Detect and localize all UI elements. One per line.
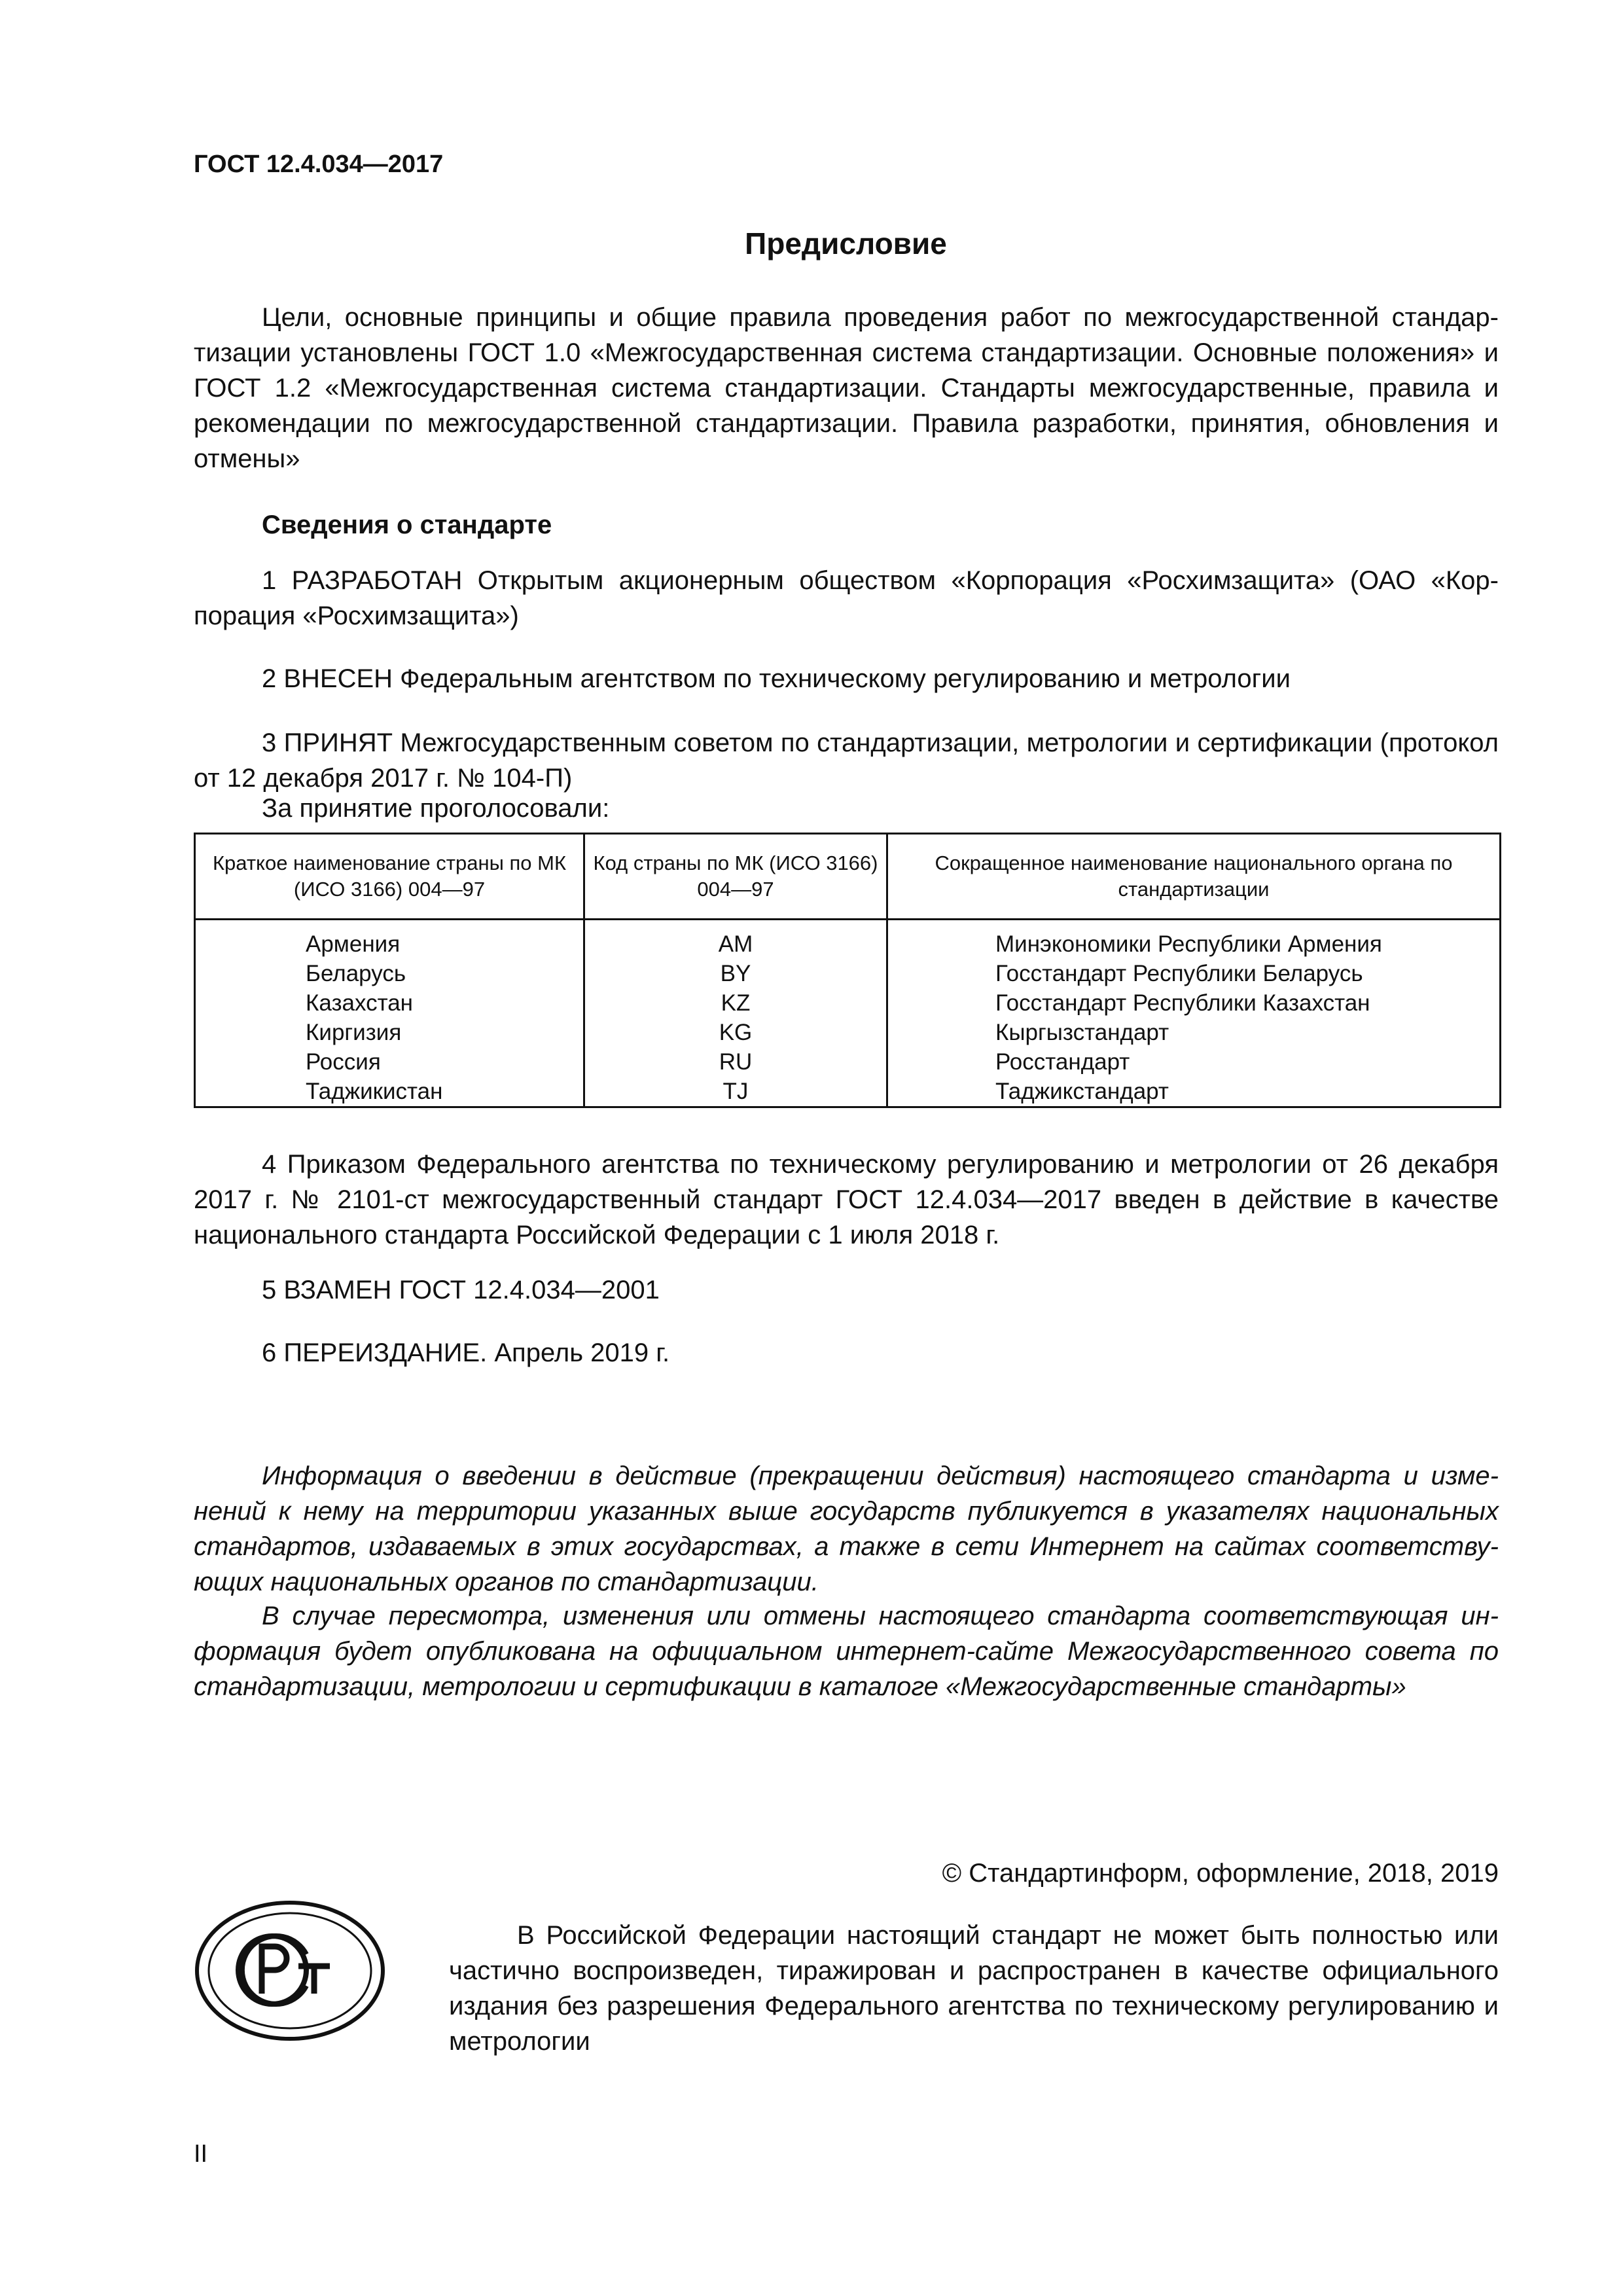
code-column	[584, 920, 887, 1107]
info-italic-paragraph-2: В случае пересмотра, изменения или отмены настоящего стандарта соответствующая информация будет опубликована на официальном интернет-сайте Межгосударственного совета по стандартизации, метрологии и сертификации в каталоге «Межгосударственные стандарты»	[194, 1602, 1499, 1701]
pst-certification-mark-icon	[194, 1898, 386, 2043]
standards-body: Росстандарт	[995, 1049, 1130, 1075]
voting-countries-table	[194, 833, 1501, 1108]
country-name: Россия	[306, 1049, 381, 1075]
country-name: Армения	[306, 931, 401, 957]
country-code: AM	[718, 931, 753, 957]
country-name: Киргизия	[306, 1020, 402, 1045]
copyright-notice: В Российской Федерации настоящий стандарт не может быть полностью или частично воспроизведен, тиражирован и распространен в качестве официального издания без разрешения Федерального агентства по техническому регулированию и метрологии	[449, 1921, 1499, 2056]
table-header-row	[195, 834, 1501, 920]
body-column	[887, 920, 1501, 1107]
copyright-line: © Стандартинформ, оформление, 2018, 2019	[942, 1859, 1499, 1888]
item-developed: 1 РАЗРАБОТАН Открытым акционерным обществом «Корпорация «Росхимзащита» (ОАО «Корпорация «Росхимзащита»)	[194, 566, 1499, 630]
standards-body: Госстандарт Республики Беларусь	[995, 961, 1363, 986]
info-heading: Сведения о стандарте	[262, 511, 552, 539]
item-submitted: 2 ВНЕСЕН Федеральным агентством по техническому регулированию и метрологии	[262, 664, 1291, 693]
header-country: Краткое наименование страны по МК (ИСО 3166) 004—97	[195, 834, 584, 920]
item-enacted: 4 Приказом Федерального агентства по техническому регулированию и метрологии от 26 декабря 2017 г. № 2101-ст межгосударственный стандарт ГОСТ 12.4.034—2017 введен в действие в качестве национального стандарта Российской Федерации с 1 июля 2018 г.	[194, 1150, 1499, 1249]
standards-body: Госстандарт Республики Казахстан	[995, 990, 1370, 1016]
page-number: II	[194, 2140, 208, 2168]
info-italic-paragraph: Информация о введении в действие (прекращении действия) настоящего стандарта и изменений к нему на территории указанных выше государств публикуется в указателях национальных стандартов, издаваемых в этих государствах, а также в сети Интернет на сайтах соответствующих национальных органов по стандартизации.	[194, 1462, 1499, 1596]
header-code: Код страны по МК (ИСО 3166) 004—97	[584, 834, 887, 920]
country-name: Казахстан	[306, 990, 414, 1016]
country-code: KG	[719, 1020, 753, 1045]
header-body: Сокращенное наименование национального органа по стандартизации	[887, 834, 1501, 920]
table-row	[195, 920, 1501, 1107]
vote-caption: За принятие проголосовали:	[262, 794, 610, 823]
country-code: KZ	[721, 990, 751, 1016]
intro-paragraph: Цели, основные принципы и общие правила проведения работ по межгосударственной стандартизации установлены ГОСТ 1.0 «Межгосударственная система стандартизации. Основные положения» и ГОСТ 1.2 «Межгосударственная система стандартизации. Стандарты межгосударственные, правила и рекомендации по межгосударственной стандартизации. Правила разработки, принятия, обновления и отмены»	[194, 303, 1499, 473]
standards-body: Таджикстандарт	[995, 1079, 1169, 1104]
standards-body: Минэкономики Республики Армения	[995, 931, 1382, 957]
country-code: RU	[719, 1049, 753, 1075]
document-code: ГОСТ 12.4.034—2017	[194, 151, 444, 178]
item-adopted: 3 ПРИНЯТ Межгосударственным советом по стандартизации, метрологии и сертификации (протокол от 12 декабря 2017 г. № 104-П)	[194, 728, 1499, 793]
country-code: TJ	[722, 1079, 749, 1104]
country-name: Беларусь	[306, 961, 406, 986]
country-column	[195, 920, 584, 1107]
page-title: Предисловие	[745, 226, 947, 260]
standards-body: Кыргызстандарт	[995, 1020, 1169, 1045]
country-name: Таджикистан	[306, 1079, 443, 1104]
item-replaces: 5 ВЗАМЕН ГОСТ 12.4.034—2001	[262, 1276, 660, 1304]
country-code: BY	[720, 961, 751, 986]
item-reissue: 6 ПЕРЕИЗДАНИЕ. Апрель 2019 г.	[262, 1338, 670, 1367]
